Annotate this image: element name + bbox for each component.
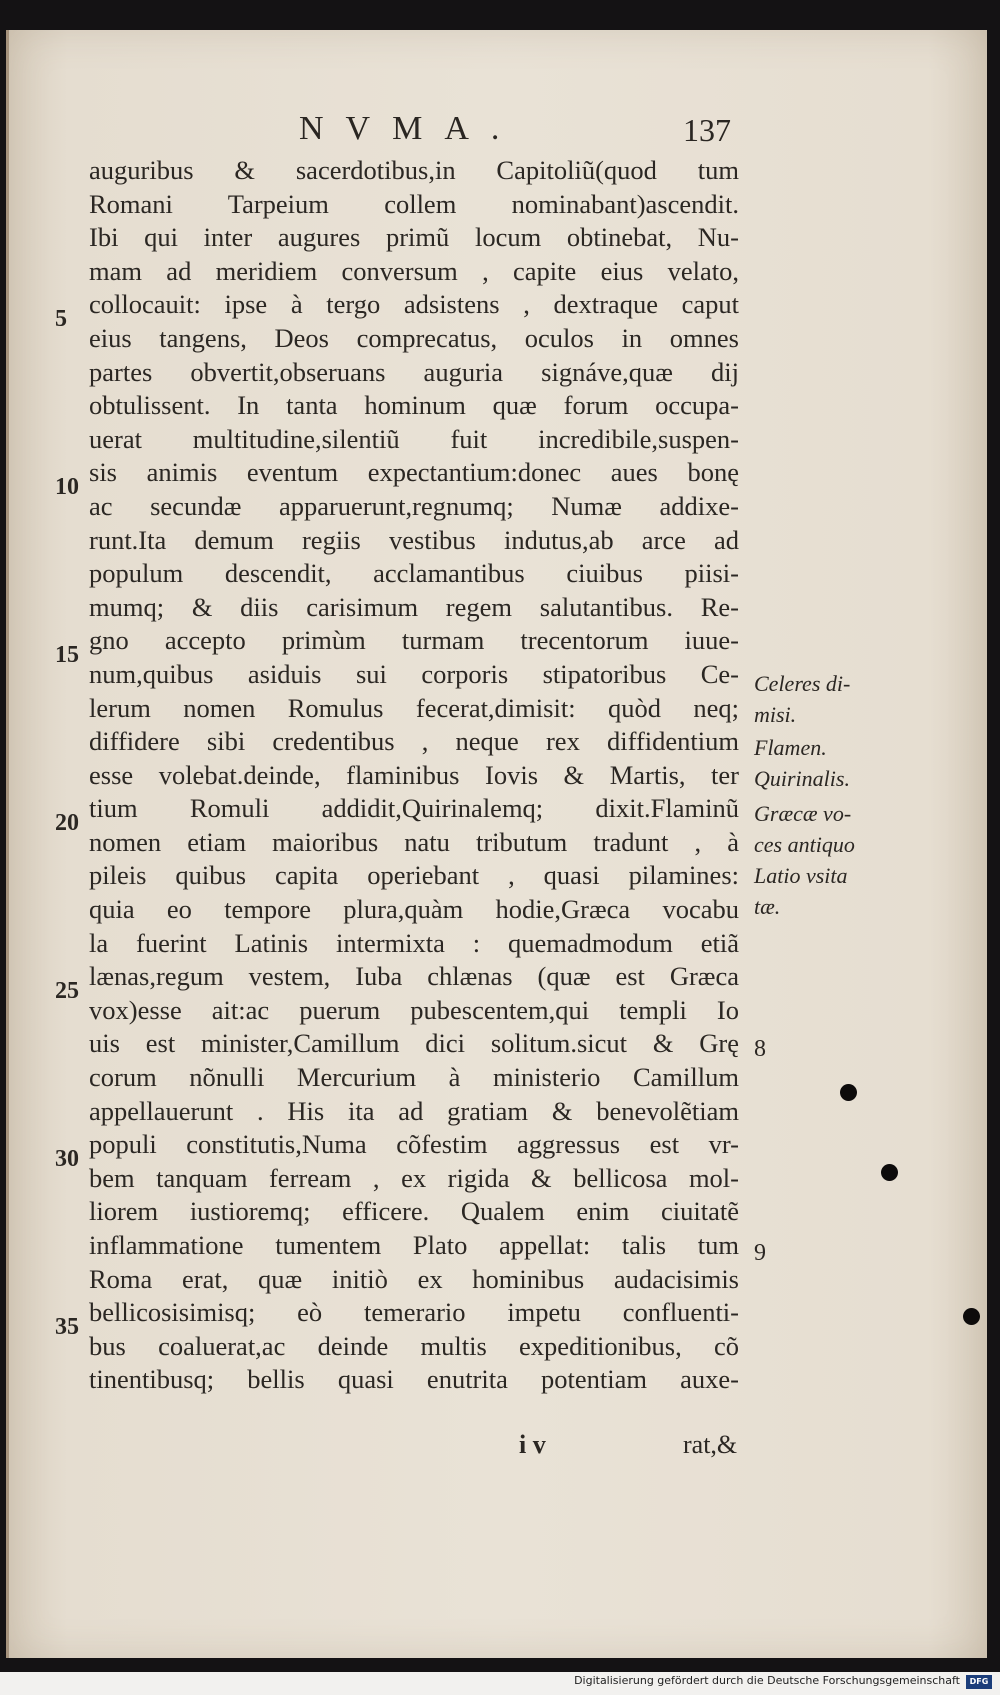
line-number-35: 35 xyxy=(55,1314,79,1340)
marginal-note-line: ces antiquo xyxy=(754,832,855,857)
text-line: esse volebat.deinde, flaminibus Iovis & Martis, ter xyxy=(89,759,739,790)
text-line: nomen etiam maioribus natu tributum tradunt , à xyxy=(89,826,739,857)
text-line: partes obvertit,obseruans auguria signáve,quæ dij xyxy=(89,356,739,387)
text-line: runt.Ita demum regiis vestibus indutus,ab arce ad xyxy=(89,524,739,555)
marginal-note-line: Quirinalis. xyxy=(754,766,850,791)
marginal-note-line: Græcæ vo- xyxy=(754,801,852,826)
text-line: bem tanquam ferream , ex rigida & bellicosa mol- xyxy=(89,1162,739,1193)
text-line: la fuerint Latinis intermixta : quemadmodum etiã xyxy=(89,927,739,958)
text-line: gno accepto primùm turmam trecentorum iuue- xyxy=(89,625,739,656)
line-number-5: 5 xyxy=(55,306,67,332)
text-line: corum nõnulli Mercurium à ministerio Camillum xyxy=(89,1062,739,1093)
marginal-note-line: Celeres di- xyxy=(754,671,851,696)
text-line: pileis quibus capita operiebant , quasi pilamines: xyxy=(89,860,739,891)
text-line: liorem iustioremq; efficere. Qualem enim ciuitatẽ xyxy=(89,1196,739,1227)
digitization-footer xyxy=(0,1672,1000,1695)
text-line: collocauit: ipse à tergo adsistens , dextraque caput xyxy=(89,289,739,320)
text-line: ac secundæ apparuerunt,regnumq; Numæ addixe- xyxy=(89,490,739,521)
text-line: inflammatione tumentem Plato appellat: talis tum xyxy=(89,1230,739,1260)
text-line: vox)esse ait:ac puerum pubescentem,qui templi Io xyxy=(89,994,739,1025)
text-line: populum descendit, acclamantibus ciuibus piisi- xyxy=(89,558,739,589)
marginal-note-line: Flamen. xyxy=(754,735,827,760)
marginal-note-celeres xyxy=(754,668,884,730)
marginal-note-line: misi. xyxy=(754,702,797,727)
text-line: bus coaluerat,ac deinde multis expeditionibus, cõ xyxy=(89,1330,739,1361)
dfg-logo-icon: DFG xyxy=(966,1675,992,1689)
text-line: tinentibusq; bellis quasi enutrita potentiam auxe- xyxy=(89,1364,739,1395)
marginal-note-line: Latio vsita xyxy=(754,863,848,888)
ink-dot xyxy=(963,1308,980,1325)
margin-number-9: 9 xyxy=(754,1240,766,1266)
text-line: mumq; & diis carisimum regem salutantibus. Re- xyxy=(89,591,739,622)
line-number-15: 15 xyxy=(55,642,79,668)
text-line: obtulissent. In tanta hominum quæ forum occupa- xyxy=(89,390,739,421)
line-number-20: 20 xyxy=(55,810,79,836)
book-page xyxy=(6,30,987,1658)
text-line: populi constitutis,Numa cõfestim aggressus est vr- xyxy=(89,1129,739,1160)
line-number-10: 10 xyxy=(55,474,79,500)
text-line: quia eo tempore plura,quàm hodie,Græca vocabu xyxy=(89,894,739,925)
folio-number: 137 xyxy=(683,112,731,148)
catchword: rat,& xyxy=(683,1430,738,1459)
ink-dot xyxy=(881,1164,898,1181)
text-line: auguribus & sacerdotibus,in Capitoliũ(quod tum xyxy=(89,155,739,185)
text-line: mam ad meridiem conversum , capite eius velato, xyxy=(89,255,739,286)
running-head: NVMA. xyxy=(299,110,522,147)
body-text xyxy=(89,154,739,1397)
text-line: sis animis eventum expectantium:donec aues bonę xyxy=(89,457,739,488)
text-line: Romani Tarpeium collem nominabant)ascendit. xyxy=(89,188,739,219)
text-line: uerat multitudine,silentiũ fuit incredibile,suspen- xyxy=(89,423,739,454)
margin-number-8: 8 xyxy=(754,1036,766,1062)
marginal-note-flamen xyxy=(754,732,884,794)
text-line: bellicosisimisq; eò temerario impetu confluenti- xyxy=(89,1297,739,1328)
text-line: lerum nomen Romulus fecerat,dimisit: quòd neq; xyxy=(89,692,739,723)
ink-dot xyxy=(840,1084,857,1101)
text-line: Ibi qui inter augures primũ locum obtinebat, Nu- xyxy=(89,222,739,253)
signature-mark: i v xyxy=(519,1430,546,1459)
text-line: num,quibus asiduis sui corporis stipatoribus Ce- xyxy=(89,658,739,689)
text-line: Roma erat, quæ initiò ex hominibus audacisimis xyxy=(89,1263,739,1294)
text-line: diffidere sibi credentibus , neque rex diffidentium xyxy=(89,726,739,757)
text-line: uis est minister,Camillum dici solitum.sicut & Grę xyxy=(89,1028,739,1059)
marginal-note-graecae xyxy=(754,798,884,922)
line-number-25: 25 xyxy=(55,978,79,1004)
marginal-note-line: tæ. xyxy=(754,894,781,919)
funding-credit: Digitalisierung gefördert durch die Deutsche Forschungsgemeinschaft xyxy=(574,1674,960,1687)
line-number-30: 30 xyxy=(55,1146,79,1172)
text-line: eius tangens, Deos comprecatus, oculos in omnes xyxy=(89,322,739,353)
text-line: tium Romuli addidit,Quirinalemq; dixit.Flaminũ xyxy=(89,793,739,824)
text-line: appellauerunt . His ita ad gratiam & benevolẽtiam xyxy=(89,1095,739,1126)
text-line: lænas,regum vestem, Iuba chlænas (quæ est Græca xyxy=(89,961,739,992)
